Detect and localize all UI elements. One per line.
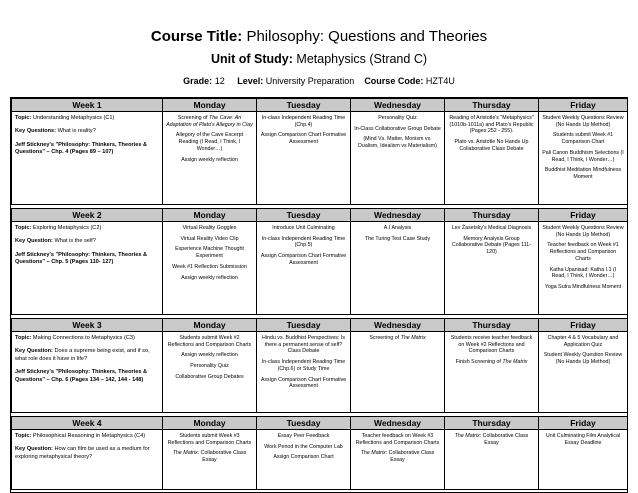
activity-item: Virtual Reality Goggles [182, 225, 237, 231]
monday-activities [163, 430, 257, 490]
monday-activities [163, 222, 257, 315]
topic-cell [12, 332, 163, 413]
activity-item: Memory Analysis Group Collaborative Debate (Pages 111-120) [451, 235, 531, 256]
key-question-line [15, 348, 159, 363]
week-label: Week 4 [12, 417, 163, 430]
activity-item: A.I Analysis [383, 225, 412, 231]
activity-item: The Turing Test Case Study [364, 235, 431, 242]
activity-item: Assign Comparison Chart Formative Assessment [260, 253, 347, 266]
topic-value: Making Connections to Metaphysics (C3) [31, 335, 135, 341]
topic-line [15, 335, 159, 342]
day-header-monday: Monday [163, 319, 257, 332]
friday-activities [539, 222, 628, 315]
key-question-value: Does a supreme being exist, and if so, what role does it have in life? [15, 348, 150, 362]
topic-label: Topic: [15, 433, 32, 439]
day-header-friday: Friday [539, 209, 628, 222]
activity-item: Finish Screening of The Matrix [455, 359, 528, 366]
day-header-wednesday: Wednesday [351, 99, 445, 112]
week-label: Week 1 [12, 99, 163, 112]
day-header-friday: Friday [539, 417, 628, 430]
course-title [0, 28, 638, 46]
wednesday-activities [351, 222, 445, 315]
week-body-row [12, 222, 628, 315]
activity-item: The Matrix: Collaborative Class Essay [360, 450, 435, 464]
activity-item: Student Weekly Question Review (No Hands Up Method) [543, 352, 623, 366]
day-header-wednesday: Wednesday [351, 319, 445, 332]
activity-item: Personality Quiz [378, 115, 417, 121]
activity-title: The Matrix [502, 359, 528, 366]
reading-reference: Jeff Stickney's "Philosophy: Thinkers, Theories & Questions" – Chp. 6 (Pages 134 – 142, 144 - 148) [15, 369, 148, 383]
activity-item: Week #1 Reflection Submission [172, 263, 247, 270]
thursday-activities [445, 222, 539, 315]
activity-item: Lev Žasetsky's Medical Diagnosis [451, 225, 532, 231]
activity-item: Yoga Sutra Mindfulness Moment [544, 283, 622, 290]
day-header-tuesday: Tuesday [257, 209, 351, 222]
key-question-label: Key Question: [15, 238, 53, 245]
activity-item: In-class Independent Reading Time (Chp.5) [261, 235, 346, 249]
activity-item: Teacher feedback on Week #1 Reflections and Comparison Charts [547, 242, 619, 262]
thursday-activities [445, 112, 539, 205]
key-question-label: Key Questions: [15, 128, 57, 135]
key-question-value: How can film be used as a medium for exploring metaphysical theory? [15, 446, 150, 460]
key-question-label: Key Question: [15, 348, 53, 355]
day-header-tuesday: Tuesday [257, 417, 351, 430]
activity-title: The Matrix [172, 450, 198, 457]
activity-item: Introduce Unit Culminating [272, 225, 335, 231]
activity-item: Screening of The Cave: An Adaptation of Plato's Allegory in Clay [166, 115, 253, 128]
key-question-value: What is the self? [52, 238, 96, 245]
monday-activities [163, 332, 257, 413]
monday-activities [163, 112, 257, 205]
wednesday-activities [351, 112, 445, 205]
topic-label: Topic: [15, 335, 32, 341]
activity-item: In-Class Collaborative Group Debate [354, 125, 441, 132]
friday-activities [539, 112, 628, 205]
tuesday-activities [257, 332, 351, 413]
unit-of-study [0, 52, 638, 67]
topic-line [15, 225, 159, 232]
reading-reference: Jeff Stickney's "Philosophy: Thinkers, Theories & Questions" – Chp. 4 (Pages 89 – 107) [15, 141, 148, 156]
course-meta [0, 76, 638, 87]
schedule-table-frame [10, 97, 628, 493]
activity-item: Katha Upanisad: Katha I.1 (I Read, I Think, I Wonder…) [549, 266, 617, 280]
unit-label: Unit of Study: [210, 52, 293, 66]
topic-line [15, 115, 159, 122]
week-body-row [12, 112, 628, 205]
grade-value: 12 [214, 76, 225, 86]
day-header-thursday: Thursday [445, 99, 539, 112]
week-label: Week 3 [12, 319, 163, 332]
activity-item: Students submit Week #1 Comparison Chart [552, 132, 614, 146]
day-header-thursday: Thursday [445, 209, 539, 222]
course-title-label: Course Title: [150, 28, 243, 45]
week-header-row [12, 417, 628, 430]
level-label: Level: [237, 76, 264, 86]
activity-item: Assign weekly reflection [181, 274, 238, 281]
activity-item: Assign weekly reflection [181, 352, 238, 359]
activity-item: Assign weekly reflection [181, 156, 238, 163]
key-question-value: What is reality? [56, 128, 96, 135]
topic-value: Exploring Metaphysics (C2) [31, 225, 102, 231]
activity-item: Screening of The Matrix [369, 335, 426, 341]
wednesday-activities [351, 332, 445, 413]
course-title-value: Philosophy: Questions and Theories [246, 28, 488, 45]
activity-item: Student Weekly Questions Review (No Hands Up Method) [542, 225, 624, 238]
activity-item: In-class Independent Reading Time (Chp.4) [261, 115, 346, 128]
document-header [0, 0, 638, 100]
week-label: Week 2 [12, 209, 163, 222]
topic-value: Philosophical Reasoning in Metaphysics (C4) [31, 433, 146, 439]
unit-value: Metaphysics (Strand C) [296, 52, 428, 66]
activity-item: Pali Canon Buddhism Selections (I Read, I Think, I Wonder…) [542, 149, 624, 163]
key-question-line [15, 238, 159, 245]
day-header-wednesday: Wednesday [351, 209, 445, 222]
day-header-tuesday: Tuesday [257, 99, 351, 112]
topic-cell [12, 430, 163, 490]
week-header-row [12, 209, 628, 222]
key-question-line [15, 446, 159, 461]
activity-item: Experience Machine Thought Experiment [175, 246, 244, 260]
activity-item: (Mind Vs. Matter, Monism vs. Dualism, Idealism vs Materialism) [358, 136, 437, 150]
key-question-label: Key Question: [15, 446, 53, 453]
activity-item: Plato vs. Aristotle No Hands Up Collaborative Class Debate [454, 139, 529, 152]
activity-item: Assign Comparison Chart Formative Assessment [260, 132, 347, 146]
activity-item: Teacher feedback on Week #3 Reflections and Comparison Charts [355, 433, 440, 446]
topic-cell [12, 222, 163, 315]
activity-item: Reading of Aristotle's "Metaphysics" (1010b-1011a) and Plato's Republic (Pages 252 - 255). [449, 115, 534, 135]
key-question-line [15, 128, 159, 135]
activity-item: Assign Comparison Chart Formative Assessment [260, 376, 347, 390]
activity-item: Virtual Reality Video Clip [180, 235, 239, 242]
activity-item: Hindu vs. Buddhist Perspectives: Is there a permanent sense of self? Class Debate [261, 335, 346, 355]
wednesday-activities [351, 430, 445, 490]
activity-item: Allegory of the Cave Excerpt Reading (I Read, I Think, I Wonder…) [175, 132, 244, 152]
day-header-thursday: Thursday [445, 319, 539, 332]
day-header-monday: Monday [163, 209, 257, 222]
topic-label: Topic: [15, 115, 32, 121]
friday-activities [539, 332, 628, 413]
grade-label: Grade: [183, 76, 213, 86]
activity-item: Essay Peer Feedback [277, 433, 330, 439]
day-header-friday: Friday [539, 99, 628, 112]
reading-reference: Jeff Stickney's "Philosophy: Thinkers, Theories & Questions" – Chp. 5 (Pages 110- 127) [15, 251, 148, 266]
activity-title: The Cave: An Adaptation of Plato's Allegory in Clay [166, 115, 253, 128]
activity-item: Student Weekly Questions Review (No Hands Up Method) [542, 115, 624, 128]
tuesday-activities [257, 112, 351, 205]
week-body-row [12, 430, 628, 490]
activity-item: Personality Quiz [190, 363, 229, 370]
activity-title: The Matrix [454, 433, 480, 439]
topic-label: Topic: [15, 225, 32, 231]
activity-title: The Matrix [400, 335, 426, 341]
course-code-label: Course Code: [364, 76, 424, 86]
thursday-activities [445, 430, 539, 490]
activity-item: In-class Independent Reading Time (Chp.6) or Study Time [261, 359, 346, 372]
activity-item: The Matrix: Collaborative Class Essay [454, 433, 529, 446]
topic-line [15, 433, 159, 440]
tuesday-activities [257, 222, 351, 315]
week-header-row [12, 319, 628, 332]
activity-item: Unit Culminating Film Analytical Essay Deadline [545, 433, 621, 446]
day-header-friday: Friday [539, 319, 628, 332]
topic-value: Understanding Metaphysics (C1) [31, 115, 115, 121]
course-code-value: HZT4U [425, 76, 455, 86]
friday-activities [539, 430, 628, 490]
activity-item: Students receive teacher feedback on Week #2 Reflections and Comparison Charts [450, 335, 533, 355]
day-header-thursday: Thursday [445, 417, 539, 430]
activity-item: The Matrix: Collaborative Class Essay [172, 450, 247, 464]
day-header-tuesday: Tuesday [257, 319, 351, 332]
activity-title: The Matrix [360, 450, 386, 457]
topic-cell [12, 112, 163, 205]
week-body-row [12, 332, 628, 413]
day-header-monday: Monday [163, 99, 257, 112]
activity-item: Collaborative Group Debates [175, 373, 244, 380]
level-value: University Preparation [265, 76, 355, 86]
thursday-activities [445, 332, 539, 413]
week-header-row [12, 99, 628, 112]
activity-item: Students submit Week #2 Reflections and Comparison Charts [167, 335, 252, 348]
schedule-table [11, 98, 628, 490]
activity-item: Buddhist Meditation Mindfulness Moment [544, 167, 622, 180]
activity-item: Work Period in the Computer Lab [264, 443, 343, 450]
activity-item: Chapter 4 & 5 Vocabulary and Application Quiz [547, 335, 619, 348]
day-header-monday: Monday [163, 417, 257, 430]
tuesday-activities [257, 430, 351, 490]
day-header-wednesday: Wednesday [351, 417, 445, 430]
activity-item: Students submit Week #3 Reflections and Comparison Charts [167, 433, 252, 446]
activity-item: Assign Comparison Chart [273, 454, 334, 461]
